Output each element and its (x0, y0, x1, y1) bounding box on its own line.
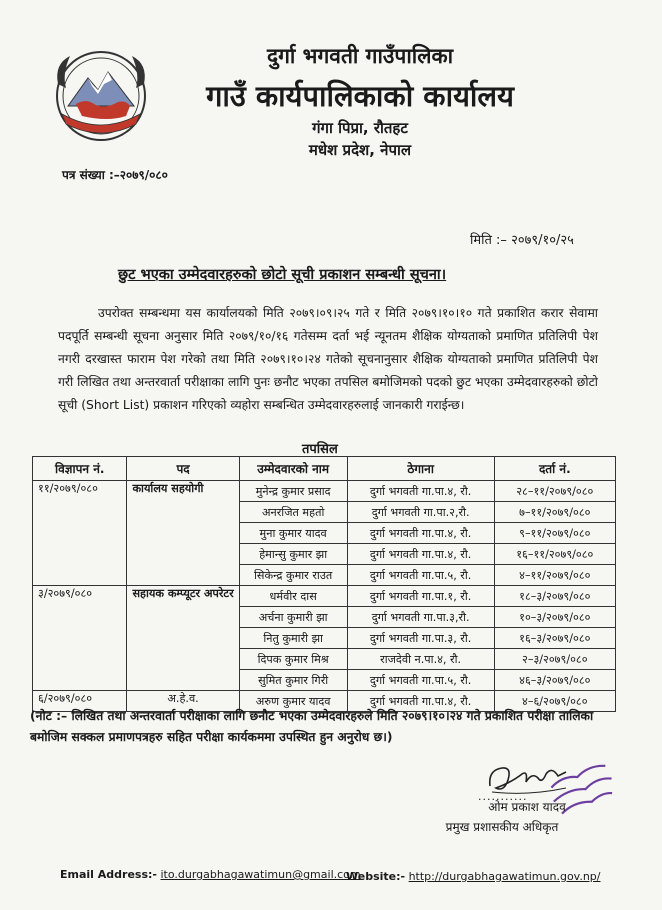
header-reg-no: दर्ता नं. (494, 457, 615, 481)
website-link[interactable]: http://durgabhagawatimun.gov.np/ (408, 870, 601, 883)
office-location: गंगा पिप्रा, रौतहट (312, 119, 408, 137)
candidate-name-cell: नितु कुमारी झा (239, 628, 347, 649)
candidate-name-cell: धर्मवीर दास (239, 586, 347, 607)
notice-note: (नोट :– लिखित तथा अन्तरवार्ता परीक्षाका लागि छनौट भएका उम्मेदवारहरुले मिति २०७९।१०।२४ गते प्रकाशित परीक्षा तालिका बमोजिम सक्कल प्रमाणपत्रहरु सहित परीक्षा कार्यकममा उपस्थित हुन अनुरोध छ।) (30, 709, 594, 744)
email-link[interactable]: ito.durgabhagawatimun@gmail.com (160, 868, 361, 881)
address-cell: दुर्गा भगवती गा.पा.५, रौ. (347, 670, 494, 691)
address-cell: दुर्गा भगवती गा.पा.४, रौ. (347, 691, 494, 712)
address-cell: दुर्गा भगवती गा.पा.४, रौ. (347, 544, 494, 565)
reg-no-cell: २८–११/२०७९/०८० (494, 481, 615, 502)
address-cell: दुर्गा भगवती गा.पा.५, रौ. (347, 565, 494, 586)
table-row (33, 586, 616, 607)
table-row (33, 481, 616, 502)
address-cell: दुर्गा भगवती गा.पा.१, रौ. (347, 586, 494, 607)
header-post: पद (127, 457, 239, 481)
candidate-name-cell: अनरजित महतो (239, 502, 347, 523)
adv-no-cell: ११/२०७९/०८० (33, 481, 127, 586)
reg-no-cell: २–३/२०७९/०८० (494, 649, 615, 670)
header-adv-no: विज्ञापन नं. (33, 457, 127, 481)
post-cell: कार्यालय सहयोगी (127, 481, 239, 586)
signatory-title: प्रमुख प्रशासकीय अधिकृत (445, 820, 559, 834)
header-address: ठेगाना (347, 457, 494, 481)
notice-body: उपरोक्त सम्बन्धमा यस कार्यालयको मिति २०७९।०९।२५ गते र मिति २०७९।१०।१० गते प्रकाशित करार सेवामा पदपूर्ति सम्बन्धी सूचना अनुसार मिति २०७९/१०/१६ गतेसम्म दर्ता भई न्यूनतम शैक्षिक योग्यताको प्रमाणित प्रतिलिपी पेश नगरी दरखास्त फाराम पेश गरेको तथा मिति २०७९।१०।२४ गतेको सूचनानुसार शैक्षिक योग्यताको प्रमाणित प्रतिलिपी पेश गरी लिखित तथा अन्तरवार्ता परीक्षाका लागि पुनः छनौट भएका तपसिल बमोजिमको पदको छुट भएका उम्मेदवारहरुको छोटो सूची (Short List) प्रकाशन गरिएको व्यहोरा सम्बन्धित उम्मेदवारहरुलाई जानकारी गराईन्छ। (58, 306, 598, 412)
website-label: Website:- (346, 870, 406, 883)
address-cell: दुर्गा भगवती गा.पा.३,रौ. (347, 607, 494, 628)
candidate-name-cell: सुमित कुमार गिरी (239, 670, 347, 691)
table-header-row (33, 457, 616, 481)
reg-no-cell: १६–११/२०७९/०८० (494, 544, 615, 565)
candidate-name-cell: हेमान्सु कुमार झा (239, 544, 347, 565)
address-cell: दुर्गा भगवती गा.पा.३, रौ. (347, 628, 494, 649)
signatory-name: ओम प्रकाश यादव (488, 800, 566, 814)
candidate-name-cell: अरुण कुमार यादव (239, 691, 347, 712)
municipality-name: दुर्गा भगवती गाउँपालिका (266, 44, 454, 68)
notice-subject: छुट भएका उम्मेदवारहरुको छोटो सूची प्रकाशन सम्बन्धी सूचना। (118, 267, 447, 283)
shortlist-table (32, 456, 616, 712)
candidate-name-cell: सिकेन्द्र कुमार राउत (239, 565, 347, 586)
reg-no-cell: ४–६/२०७९/०८० (494, 691, 615, 712)
address-cell: दुर्गा भगवती गा.पा.२,रौ. (347, 502, 494, 523)
post-cell: अ.हे.व. (127, 691, 239, 712)
reg-no-cell: १६–३/२०७९/०८० (494, 628, 615, 649)
candidate-name-cell: अर्चना कुमारी झा (239, 607, 347, 628)
adv-no-cell: ६/२०७९/०८० (33, 691, 127, 712)
reg-no-cell: १८–३/२०७९/०८० (494, 586, 615, 607)
footer-email (60, 868, 361, 881)
signature-line: ........... (478, 790, 528, 803)
address-cell: राजदेवी न.पा.४, रौ. (347, 649, 494, 670)
table-caption: तपसिल (302, 442, 338, 457)
address-cell: दुर्गा भगवती गा.पा.४, रौ. (347, 481, 494, 502)
reference-number: पत्र संख्या :–२०७९/०८० (62, 168, 168, 182)
office-province: मधेश प्रदेश, नेपाल (308, 141, 412, 159)
footer-website (346, 870, 601, 883)
reg-no-cell: ४–११/२०७९/०८० (494, 565, 615, 586)
header-candidate-name: उम्मेदवारको नाम (239, 457, 347, 481)
office-name: गाउँ कार्यपालिकाको कार्यालय (206, 79, 514, 113)
nepal-emblem-icon (48, 44, 154, 144)
reg-no-cell: ९–११/२०७९/०८० (494, 523, 615, 544)
address-cell: दुर्गा भगवती गा.पा.४, रौ. (347, 523, 494, 544)
reg-no-cell: १०–३/२०७९/०८० (494, 607, 615, 628)
reg-no-cell: ७–११/२०७९/०८० (494, 502, 615, 523)
post-cell: सहायक कम्प्यूटर अपरेटर (127, 586, 239, 691)
reg-no-cell: ४६–३/२०७९/०८० (494, 670, 615, 691)
adv-no-cell: ३/२०७९/०८० (33, 586, 127, 691)
candidate-name-cell: दिपक कुमार मिश्र (239, 649, 347, 670)
candidate-name-cell: मुना कुमार यादव (239, 523, 347, 544)
email-label: Email Address:- (60, 868, 157, 881)
candidate-name-cell: मुनेन्द्र कुमार प्रसाद (239, 481, 347, 502)
notice-date: मिति :– २०७९/१०/२५ (470, 233, 574, 248)
